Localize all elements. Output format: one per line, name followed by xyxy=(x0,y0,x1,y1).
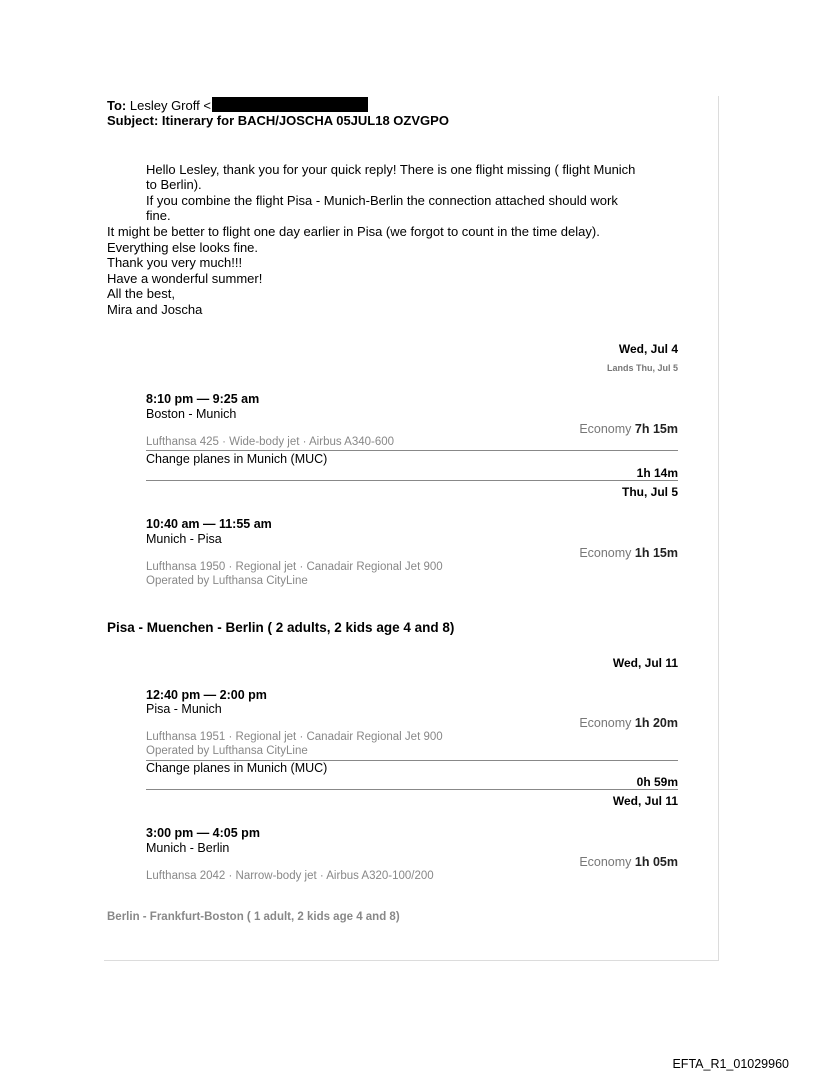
layover-duration: 0h 59m xyxy=(636,775,678,789)
change-planes-note: Change planes in Munich (MUC) xyxy=(146,452,328,466)
flight-duration: 1h 05m xyxy=(634,855,678,869)
email-subject: Subject: Itinerary for BACH/JOSCHA 05JUL18 OZVGPO xyxy=(107,113,449,128)
redaction-bar xyxy=(212,97,368,112)
trip3-heading: Berlin - Frankfurt-Boston ( 1 adult, 2 kids age 4 and 8) xyxy=(107,911,400,923)
flight-time: 8:10 pm — 9:25 am xyxy=(146,392,260,406)
flight-duration: 1h 20m xyxy=(634,716,678,730)
flight-duration: 1h 15m xyxy=(634,546,678,560)
message-line: It might be better to flight one day earlier in Pisa (we forgot to count in the time delay). xyxy=(107,224,600,239)
trip1-date: Wed, Jul 4 xyxy=(618,342,678,356)
flight-route: Munich - Berlin xyxy=(146,841,230,855)
flight-duration: 7h 15m xyxy=(634,422,678,436)
flight-cabin-duration xyxy=(579,716,678,730)
flight-cabin-duration xyxy=(579,546,678,560)
flight-info: Lufthansa 1950 · Regional jet · Canadair Regional Jet 900 xyxy=(146,561,443,573)
message-line: Have a wonderful summer! xyxy=(107,271,263,286)
trip1-date-2: Thu, Jul 5 xyxy=(621,485,678,499)
flight-route: Munich - Pisa xyxy=(146,532,222,546)
message-line: fine. xyxy=(146,208,171,223)
flight-cabin-duration xyxy=(579,855,678,869)
message-line: All the best, xyxy=(107,286,175,301)
flight-time: 12:40 pm — 2:00 pm xyxy=(146,688,267,702)
flight-info: Lufthansa 1951 · Regional jet · Canadair Regional Jet 900 xyxy=(146,731,443,743)
flight-info: Lufthansa 2042 · Narrow-body jet · Airbus A320-100/200 xyxy=(146,870,434,882)
message-line: to Berlin). xyxy=(146,177,202,192)
flight-time: 3:00 pm — 4:05 pm xyxy=(146,826,260,840)
flight-info: Lufthansa 425 · Wide-body jet · Airbus A340-600 xyxy=(146,436,395,448)
message-line: If you combine the flight Pisa - Munich-Berlin the connection attached should work xyxy=(146,193,618,208)
layover-duration: 1h 14m xyxy=(636,466,678,480)
flight-route: Boston - Munich xyxy=(146,407,237,421)
cabin-class: Economy xyxy=(579,546,632,560)
divider xyxy=(146,480,678,481)
message-line: Hello Lesley, thank you for your quick reply! There is one flight missing ( flight Munich xyxy=(146,162,636,177)
change-planes-note: Change planes in Munich (MUC) xyxy=(146,761,328,775)
operated-by: Operated by Lufthansa CityLine xyxy=(146,745,308,757)
flight-time: 10:40 am — 11:55 am xyxy=(146,517,272,531)
message-line: Everything else looks fine. xyxy=(107,240,259,255)
cabin-class: Economy xyxy=(579,855,632,869)
signature: Mira and Joscha xyxy=(107,302,203,317)
trip2-date-2: Wed, Jul 11 xyxy=(612,794,678,808)
trip2-date: Wed, Jul 11 xyxy=(612,656,678,670)
flight-cabin-duration xyxy=(579,422,678,436)
cabin-class: Economy xyxy=(579,422,632,436)
email-to-line xyxy=(107,97,368,113)
divider xyxy=(146,450,678,451)
trip1-lands-note: Lands Thu, Jul 5 xyxy=(606,363,678,373)
to-recipient: Lesley Groff < xyxy=(129,98,211,113)
divider xyxy=(146,789,678,790)
operated-by: Operated by Lufthansa CityLine xyxy=(146,575,308,587)
message-line: Thank you very much!!! xyxy=(107,255,243,270)
to-label: To: xyxy=(107,98,127,113)
flight-route: Pisa - Munich xyxy=(146,702,222,716)
document-id: EFTA_R1_01029960 xyxy=(672,1057,789,1071)
cabin-class: Economy xyxy=(579,716,632,730)
trip2-heading: Pisa - Muenchen - Berlin ( 2 adults, 2 kids age 4 and 8) xyxy=(107,620,455,635)
